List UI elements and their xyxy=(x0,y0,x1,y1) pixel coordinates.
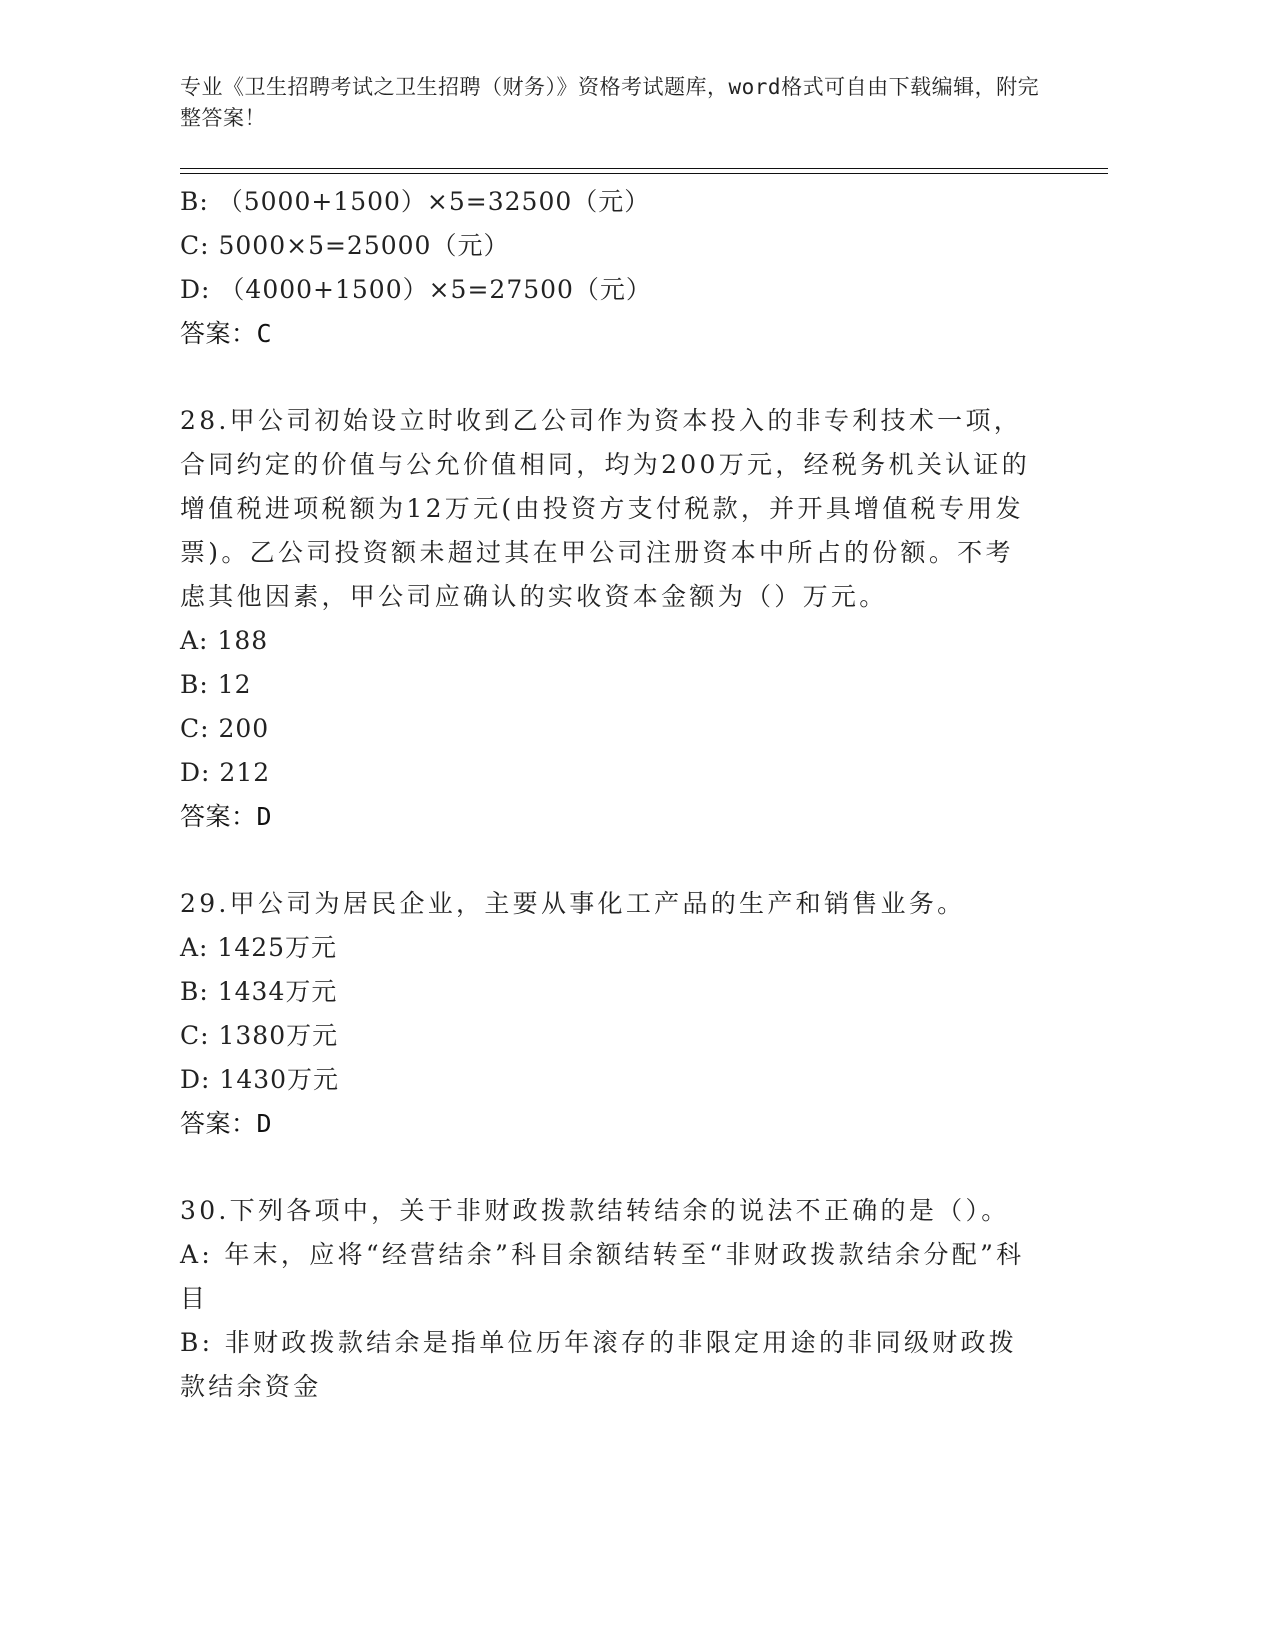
question-27 xyxy=(180,180,1040,356)
spacer xyxy=(180,1146,1040,1189)
document-header: 专业《卫生招聘考试之卫生招聘（财务）》资格考试题库，word格式可自由下载编辑，附完整答案！ xyxy=(180,75,1040,130)
option-d: D: 212 xyxy=(180,758,271,787)
option-c: C: 5000×5=25000（元） xyxy=(180,231,510,260)
option-b: B: （5000+1500）×5=32500（元） xyxy=(180,187,651,216)
answer: 答案：D xyxy=(180,1109,273,1138)
spacer xyxy=(180,356,1040,399)
option-b: B: 12 xyxy=(180,670,252,699)
option-c: C: 200 xyxy=(180,714,270,743)
option-d: D: 1430万元 xyxy=(180,1065,340,1094)
option-a: A: 1425万元 xyxy=(180,933,338,962)
question-text: 28.甲公司初始设立时收到乙公司作为资本投入的非专利技术一项，合同约定的价值与公允价值相同，均为200万元，经税务机关认证的增值税进项税额为12万元(由投资方支付税款，并开具增值税专用发票)。乙公司投资额未超过其在甲公司注册资本中所占的份额。不考虑其他因素，甲公司应确认的实收资本金额为（）万元。 xyxy=(180,406,1031,611)
option-b: B: 1434万元 xyxy=(180,977,338,1006)
option-a: A: 188 xyxy=(180,626,269,655)
question-text: 29.甲公司为居民企业，主要从事化工产品的生产和销售业务。 xyxy=(180,889,966,918)
header-rule-bottom xyxy=(180,173,1108,174)
question-28 xyxy=(180,399,1040,839)
option-d: D: （4000+1500）×5=27500（元） xyxy=(180,275,652,304)
answer: 答案：C xyxy=(180,319,273,348)
question-29 xyxy=(180,882,1040,1146)
spacer xyxy=(180,839,1040,882)
question-30 xyxy=(180,1189,1040,1409)
answer: 答案：D xyxy=(180,802,273,831)
question-text: 30.下列各项中，关于非财政拨款结转结余的说法不正确的是（）。 xyxy=(180,1196,1010,1225)
option-c: C: 1380万元 xyxy=(180,1021,339,1050)
option-b: B: 非财政拨款结余是指单位历年滚存的非限定用途的非同级财政拨款结余资金 xyxy=(180,1328,1018,1401)
question-list xyxy=(180,180,1040,1409)
option-a: A: 年末，应将“经营结余”科目余额结转至“非财政拨款结余分配”科目 xyxy=(180,1240,1025,1313)
header-rule-top xyxy=(180,168,1108,169)
